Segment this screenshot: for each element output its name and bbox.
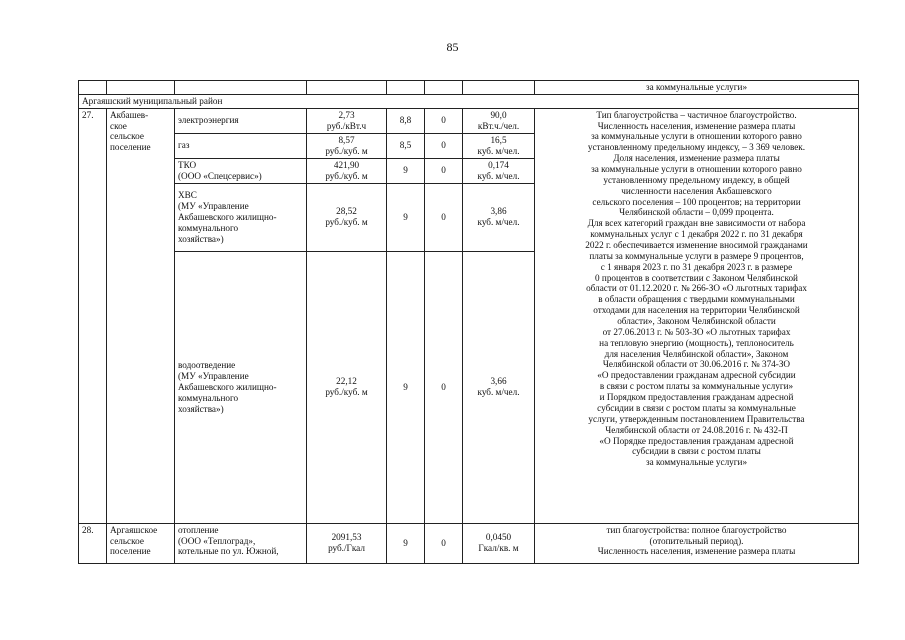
table-row <box>79 108 859 133</box>
tariff-table <box>78 80 859 564</box>
note-line: «О предоставлении гражданам адресной субсидии <box>597 370 796 381</box>
note-header-tail: за коммунальные услуги» <box>535 81 859 95</box>
price-cell: 28,52 руб./куб. м <box>307 183 387 251</box>
note-line: 0 процентов в соответствии с Законом Челябинской <box>595 272 798 283</box>
service-name: ХВС (МУ «Управление Акбашевского жилищно- коммунального хозяйства») <box>175 183 307 251</box>
zero-cell: 0 <box>425 133 463 158</box>
volume-cell: 0,0450 Гкал/кв. м <box>463 523 535 563</box>
service-name: газ <box>175 133 307 158</box>
price-cell: 2,73 руб./кВт.ч <box>307 108 387 133</box>
note-line: (отопительный период). <box>649 535 744 546</box>
zero-cell: 0 <box>425 523 463 563</box>
index-cell: 9 <box>387 523 425 563</box>
note-line: с 1 января 2023 г. по 31 декабря 2023 г. в размере <box>600 261 793 272</box>
note-line: Доля населения, изменение размера платы <box>613 153 780 164</box>
price-cell: 8,57 руб./куб. м <box>307 133 387 158</box>
note-line: отходами для населения на территории Челябинской <box>593 305 800 316</box>
price-cell: 421,90 руб./куб. м <box>307 158 387 183</box>
note-line: 2022 г. обеспечивается изменение вносимой гражданами <box>585 240 808 251</box>
service-name: отопление (ООО «Теплоград», котельные по ул. Южной, <box>175 523 307 563</box>
note-line: Челябинской области от 30.06.2016 г. № 374-ЗО <box>602 359 791 370</box>
note-line: установленному предельному индексу, – 3 369 человек. <box>587 142 806 153</box>
service-name: водоотведение (МУ «Управление Акбашевского жилищно- коммунального хозяйства») <box>175 251 307 523</box>
note-line: на тепловую энергию (мощность), теплоноситель <box>599 337 794 348</box>
index-cell: 8,5 <box>387 133 425 158</box>
price-cell: 2091,53 руб./Гкал <box>307 523 387 563</box>
row-number: 28. <box>79 523 107 563</box>
index-cell: 9 <box>387 251 425 523</box>
index-cell: 9 <box>387 158 425 183</box>
note-line: Челябинской области от 24.08.2016 г. № 432-П <box>605 424 788 435</box>
volume-cell: 90,0 кВт.ч./чел. <box>463 108 535 133</box>
note-line: и Порядком предоставления гражданам адресной <box>599 392 794 403</box>
note-line: численности населения Акбашевского <box>621 185 772 196</box>
note-line: коммунальных услуг с 1 декабря 2022 г. по 31 декабря <box>590 229 803 240</box>
note-line: области», Законом Челябинской области <box>617 316 776 327</box>
note-cell <box>535 108 859 523</box>
note-line: «О Порядке предоставления гражданам адресной <box>599 435 794 446</box>
note-line: установленному предельному индексу, в общей <box>603 174 790 185</box>
row-number: 27. <box>79 108 107 523</box>
header-tail-row <box>79 81 859 95</box>
note-line: области от 01.12.2020 г. № 266-ЗО «О льготных тарифах <box>586 283 807 294</box>
note-lines <box>538 525 855 558</box>
note-line: от 27.06.2013 г. № 503-ЗО «О льготных тарифах <box>602 326 791 337</box>
note-line: за коммунальные услуги в отношении которого равно <box>591 164 802 175</box>
note-line: сельского поселения – 100 процентов; на территории <box>592 196 801 207</box>
note-line: Численность населения, изменение размера платы <box>597 120 796 131</box>
note-line: субсидии в связи с ростом платы за коммунальные <box>597 402 796 413</box>
note-line: в области обращения с твердыми коммунальными <box>598 294 795 305</box>
note-line: субсидии в связи с ростом платы <box>632 446 761 457</box>
note-line: за коммунальные услуги» <box>645 457 748 468</box>
zero-cell: 0 <box>425 158 463 183</box>
note-line: для населения Челябинской области», Законом <box>604 348 789 359</box>
table-row <box>79 523 859 563</box>
note-line: платы за коммунальные услуги в размере 9 процентов, <box>589 250 804 261</box>
price-cell: 22,12 руб./куб. м <box>307 251 387 523</box>
volume-cell: 0,174 куб. м/чел. <box>463 158 535 183</box>
zero-cell: 0 <box>425 183 463 251</box>
volume-cell: 16,5 куб. м/чел. <box>463 133 535 158</box>
service-name: электроэнергия <box>175 108 307 133</box>
note-line: за коммунальные услуги в отношении которого равно <box>591 131 802 142</box>
note-line: Для всех категорий граждан вне зависимости от набора <box>587 218 806 229</box>
zero-cell: 0 <box>425 251 463 523</box>
volume-cell: 3,86 куб. м/чел. <box>463 183 535 251</box>
note-line: Челябинской области – 0,099 процента. <box>619 207 774 218</box>
note-line: тип благоустройства: полное благоустройство <box>606 524 787 535</box>
index-cell: 8,8 <box>387 108 425 133</box>
note-cell <box>535 523 859 563</box>
volume-cell: 3,66 куб. м/чел. <box>463 251 535 523</box>
note-lines <box>538 110 855 468</box>
index-cell: 9 <box>387 183 425 251</box>
service-name: ТКО (ООО «Спецсервис») <box>175 158 307 183</box>
district-row <box>79 94 859 108</box>
zero-cell: 0 <box>425 108 463 133</box>
district-name: Аргаяшский муниципальный район <box>79 94 859 108</box>
note-line: услуги, утвержденным постановлением Правительства <box>588 413 805 424</box>
settlement-name: Аргаяшское сельское поселение <box>107 523 175 563</box>
note-line: в связи с ростом платы за коммунальные услуги» <box>599 381 794 392</box>
note-line: Численность населения, изменение размера платы <box>597 546 796 557</box>
note-line: Тип благоустройства – частичное благоустройство. <box>596 109 797 120</box>
page-number: 85 <box>446 40 459 54</box>
settlement-name: Акбашев- ское сельское поселение <box>107 108 175 523</box>
